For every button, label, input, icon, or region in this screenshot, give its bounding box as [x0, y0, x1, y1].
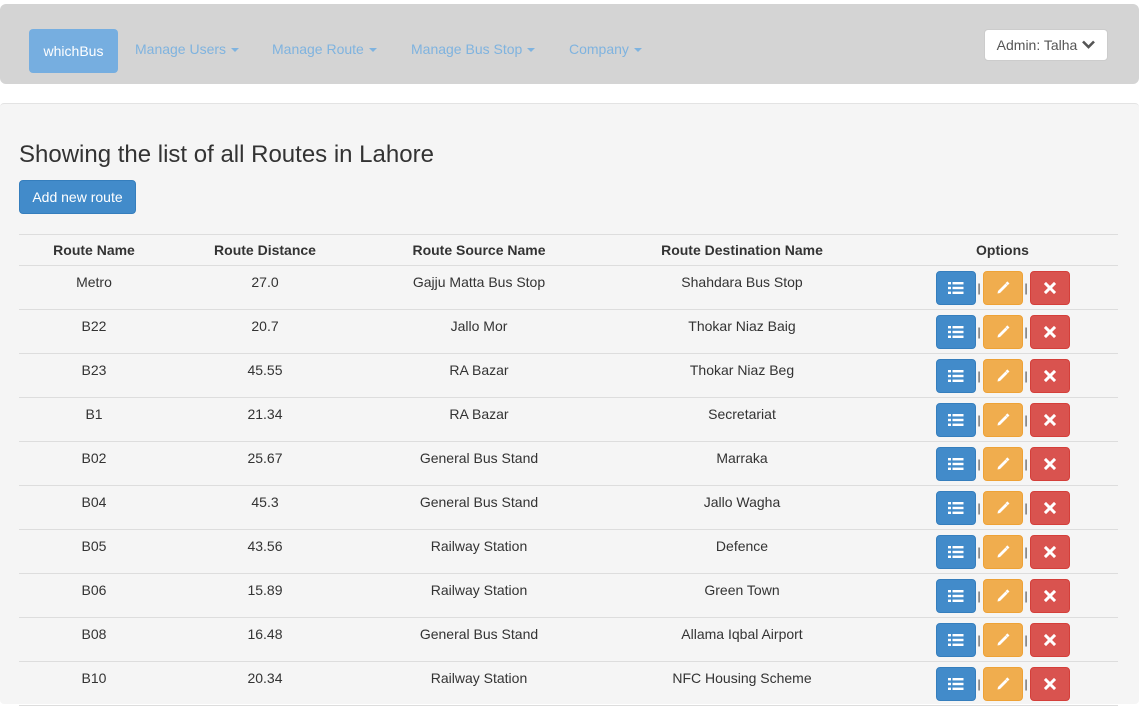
nav-manage-bus-stop[interactable] [411, 41, 535, 57]
list-icon [948, 369, 964, 383]
route-source-cell: RA Bazar [361, 398, 597, 442]
nav-company-label: Company [569, 41, 629, 57]
option-separator: | [977, 501, 981, 515]
nav-manage-route-label: Manage Route [272, 41, 364, 57]
row-actions [887, 667, 1118, 701]
row-actions [887, 315, 1118, 349]
view-stops-button[interactable] [936, 491, 976, 525]
route-destination-cell: Thokar Niaz Beg [597, 354, 887, 398]
view-stops-button[interactable] [936, 623, 976, 657]
options-cell [887, 618, 1118, 662]
list-icon [948, 633, 964, 647]
view-stops-button[interactable] [936, 359, 976, 393]
route-name-cell: B06 [19, 574, 169, 618]
routes-table [19, 234, 1118, 706]
edit-route-button[interactable] [983, 447, 1023, 481]
row-actions [887, 359, 1118, 393]
add-route-button[interactable]: Add new route [19, 180, 136, 214]
route-destination-cell: Jallo Wagha [597, 486, 887, 530]
option-separator: | [977, 589, 981, 603]
list-icon [948, 589, 964, 603]
route-name-cell: B08 [19, 618, 169, 662]
table-row [19, 662, 1118, 706]
route-source-cell: Gajju Matta Bus Stop [361, 266, 597, 310]
row-actions [887, 623, 1118, 657]
nav-manage-bus-stop-label: Manage Bus Stop [411, 41, 523, 57]
route-name-cell: Metro [19, 266, 169, 310]
pencil-icon [996, 677, 1010, 691]
edit-route-button[interactable] [983, 271, 1023, 305]
table-row [19, 618, 1118, 662]
options-cell [887, 310, 1118, 354]
option-separator: | [977, 677, 981, 691]
route-name-cell: B22 [19, 310, 169, 354]
route-distance-cell: 15.89 [169, 574, 361, 618]
option-separator: | [1024, 413, 1028, 427]
delete-route-button[interactable] [1030, 447, 1070, 481]
remove-icon [1044, 282, 1056, 294]
table-row [19, 574, 1118, 618]
option-separator: | [1024, 633, 1028, 647]
options-cell [887, 574, 1118, 618]
remove-icon [1044, 458, 1056, 470]
edit-route-button[interactable] [983, 579, 1023, 613]
pencil-icon [996, 325, 1010, 339]
route-distance-cell: 43.56 [169, 530, 361, 574]
view-stops-button[interactable] [936, 403, 976, 437]
edit-route-button[interactable] [983, 403, 1023, 437]
list-icon [948, 677, 964, 691]
chevron-down-icon [1082, 38, 1095, 52]
pencil-icon [996, 545, 1010, 559]
view-stops-button[interactable] [936, 667, 976, 701]
route-distance-cell: 27.0 [169, 266, 361, 310]
route-source-cell: General Bus Stand [361, 486, 597, 530]
view-stops-button[interactable] [936, 447, 976, 481]
caret-down-icon [634, 48, 642, 52]
table-row [19, 398, 1118, 442]
route-source-cell: RA Bazar [361, 354, 597, 398]
option-separator: | [1024, 325, 1028, 339]
route-source-cell: General Bus Stand [361, 442, 597, 486]
option-separator: | [977, 369, 981, 383]
view-stops-button[interactable] [936, 535, 976, 569]
row-actions [887, 535, 1118, 569]
route-name-cell: B23 [19, 354, 169, 398]
nav-manage-users[interactable] [135, 41, 239, 57]
caret-down-icon [369, 48, 377, 52]
header-route-destination: Route Destination Name [597, 235, 887, 266]
nav-company[interactable] [569, 41, 642, 57]
option-separator: | [1024, 457, 1028, 471]
option-separator: | [977, 457, 981, 471]
brand-button[interactable]: whichBus [29, 29, 118, 73]
view-stops-button[interactable] [936, 579, 976, 613]
delete-route-button[interactable] [1030, 359, 1070, 393]
option-separator: | [977, 281, 981, 295]
route-destination-cell: NFC Housing Scheme [597, 662, 887, 706]
remove-icon [1044, 678, 1056, 690]
edit-route-button[interactable] [983, 623, 1023, 657]
edit-route-button[interactable] [983, 667, 1023, 701]
options-cell [887, 486, 1118, 530]
edit-route-button[interactable] [983, 491, 1023, 525]
delete-route-button[interactable] [1030, 491, 1070, 525]
option-separator: | [1024, 677, 1028, 691]
table-row [19, 486, 1118, 530]
route-destination-cell: Thokar Niaz Baig [597, 310, 887, 354]
route-distance-cell: 45.3 [169, 486, 361, 530]
remove-icon [1044, 590, 1056, 602]
pencil-icon [996, 589, 1010, 603]
route-source-cell: Railway Station [361, 574, 597, 618]
route-source-cell: General Bus Stand [361, 618, 597, 662]
pencil-icon [996, 501, 1010, 515]
row-actions [887, 579, 1118, 613]
edit-route-button[interactable] [983, 535, 1023, 569]
remove-icon [1044, 546, 1056, 558]
route-destination-cell: Green Town [597, 574, 887, 618]
delete-route-button[interactable] [1030, 623, 1070, 657]
route-source-cell: Jallo Mor [361, 310, 597, 354]
route-name-cell: B1 [19, 398, 169, 442]
header-route-distance: Route Distance [169, 235, 361, 266]
route-source-cell: Railway Station [361, 530, 597, 574]
caret-down-icon [231, 48, 239, 52]
route-distance-cell: 20.7 [169, 310, 361, 354]
route-destination-cell: Secretariat [597, 398, 887, 442]
option-separator: | [1024, 281, 1028, 295]
remove-icon [1044, 370, 1056, 382]
table-row [19, 442, 1118, 486]
options-cell [887, 398, 1118, 442]
pencil-icon [996, 413, 1010, 427]
list-icon [948, 545, 964, 559]
route-distance-cell: 45.55 [169, 354, 361, 398]
header-route-name: Route Name [19, 235, 169, 266]
route-name-cell: B04 [19, 486, 169, 530]
route-name-cell: B02 [19, 442, 169, 486]
row-actions [887, 403, 1118, 437]
route-source-cell: Railway Station [361, 662, 597, 706]
admin-label: Admin: Talha [996, 37, 1078, 53]
table-header-row [19, 235, 1118, 266]
list-icon [948, 501, 964, 515]
table-row [19, 354, 1118, 398]
route-destination-cell: Marraka [597, 442, 887, 486]
top-navbar [0, 4, 1139, 84]
delete-route-button[interactable] [1030, 579, 1070, 613]
remove-icon [1044, 326, 1056, 338]
option-separator: | [1024, 545, 1028, 559]
list-icon [948, 457, 964, 471]
nav-manage-users-label: Manage Users [135, 41, 227, 57]
route-distance-cell: 25.67 [169, 442, 361, 486]
caret-down-icon [527, 48, 535, 52]
pencil-icon [996, 369, 1010, 383]
delete-route-button[interactable] [1030, 535, 1070, 569]
option-separator: | [977, 413, 981, 427]
option-separator: | [1024, 589, 1028, 603]
options-cell [887, 266, 1118, 310]
table-row [19, 266, 1118, 310]
option-separator: | [977, 545, 981, 559]
nav-manage-route[interactable] [272, 41, 377, 57]
pencil-icon [996, 457, 1010, 471]
remove-icon [1044, 502, 1056, 514]
delete-route-button[interactable] [1030, 403, 1070, 437]
route-distance-cell: 16.48 [169, 618, 361, 662]
delete-route-button[interactable] [1030, 271, 1070, 305]
options-cell [887, 442, 1118, 486]
remove-icon [1044, 634, 1056, 646]
table-row [19, 530, 1118, 574]
route-distance-cell: 21.34 [169, 398, 361, 442]
option-separator: | [977, 633, 981, 647]
remove-icon [1044, 414, 1056, 426]
view-stops-button[interactable] [936, 271, 976, 305]
options-cell [887, 530, 1118, 574]
pencil-icon [996, 633, 1010, 647]
admin-menu-button[interactable] [984, 29, 1108, 61]
list-icon [948, 413, 964, 427]
page-title: Showing the list of all Routes in Lahore [19, 141, 434, 168]
edit-route-button[interactable] [983, 315, 1023, 349]
table-body [19, 266, 1118, 706]
list-icon [948, 325, 964, 339]
row-actions [887, 491, 1118, 525]
row-actions [887, 447, 1118, 481]
options-cell [887, 354, 1118, 398]
delete-route-button[interactable] [1030, 667, 1070, 701]
route-name-cell: B05 [19, 530, 169, 574]
route-distance-cell: 20.34 [169, 662, 361, 706]
edit-route-button[interactable] [983, 359, 1023, 393]
view-stops-button[interactable] [936, 315, 976, 349]
options-cell [887, 662, 1118, 706]
option-separator: | [1024, 501, 1028, 515]
delete-route-button[interactable] [1030, 315, 1070, 349]
row-actions [887, 271, 1118, 305]
table-row [19, 310, 1118, 354]
route-destination-cell: Defence [597, 530, 887, 574]
list-icon [948, 281, 964, 295]
option-separator: | [1024, 369, 1028, 383]
route-name-cell: B10 [19, 662, 169, 706]
route-destination-cell: Allama Iqbal Airport [597, 618, 887, 662]
header-route-source: Route Source Name [361, 235, 597, 266]
header-options: Options [887, 235, 1118, 266]
pencil-icon [996, 281, 1010, 295]
option-separator: | [977, 325, 981, 339]
route-destination-cell: Shahdara Bus Stop [597, 266, 887, 310]
